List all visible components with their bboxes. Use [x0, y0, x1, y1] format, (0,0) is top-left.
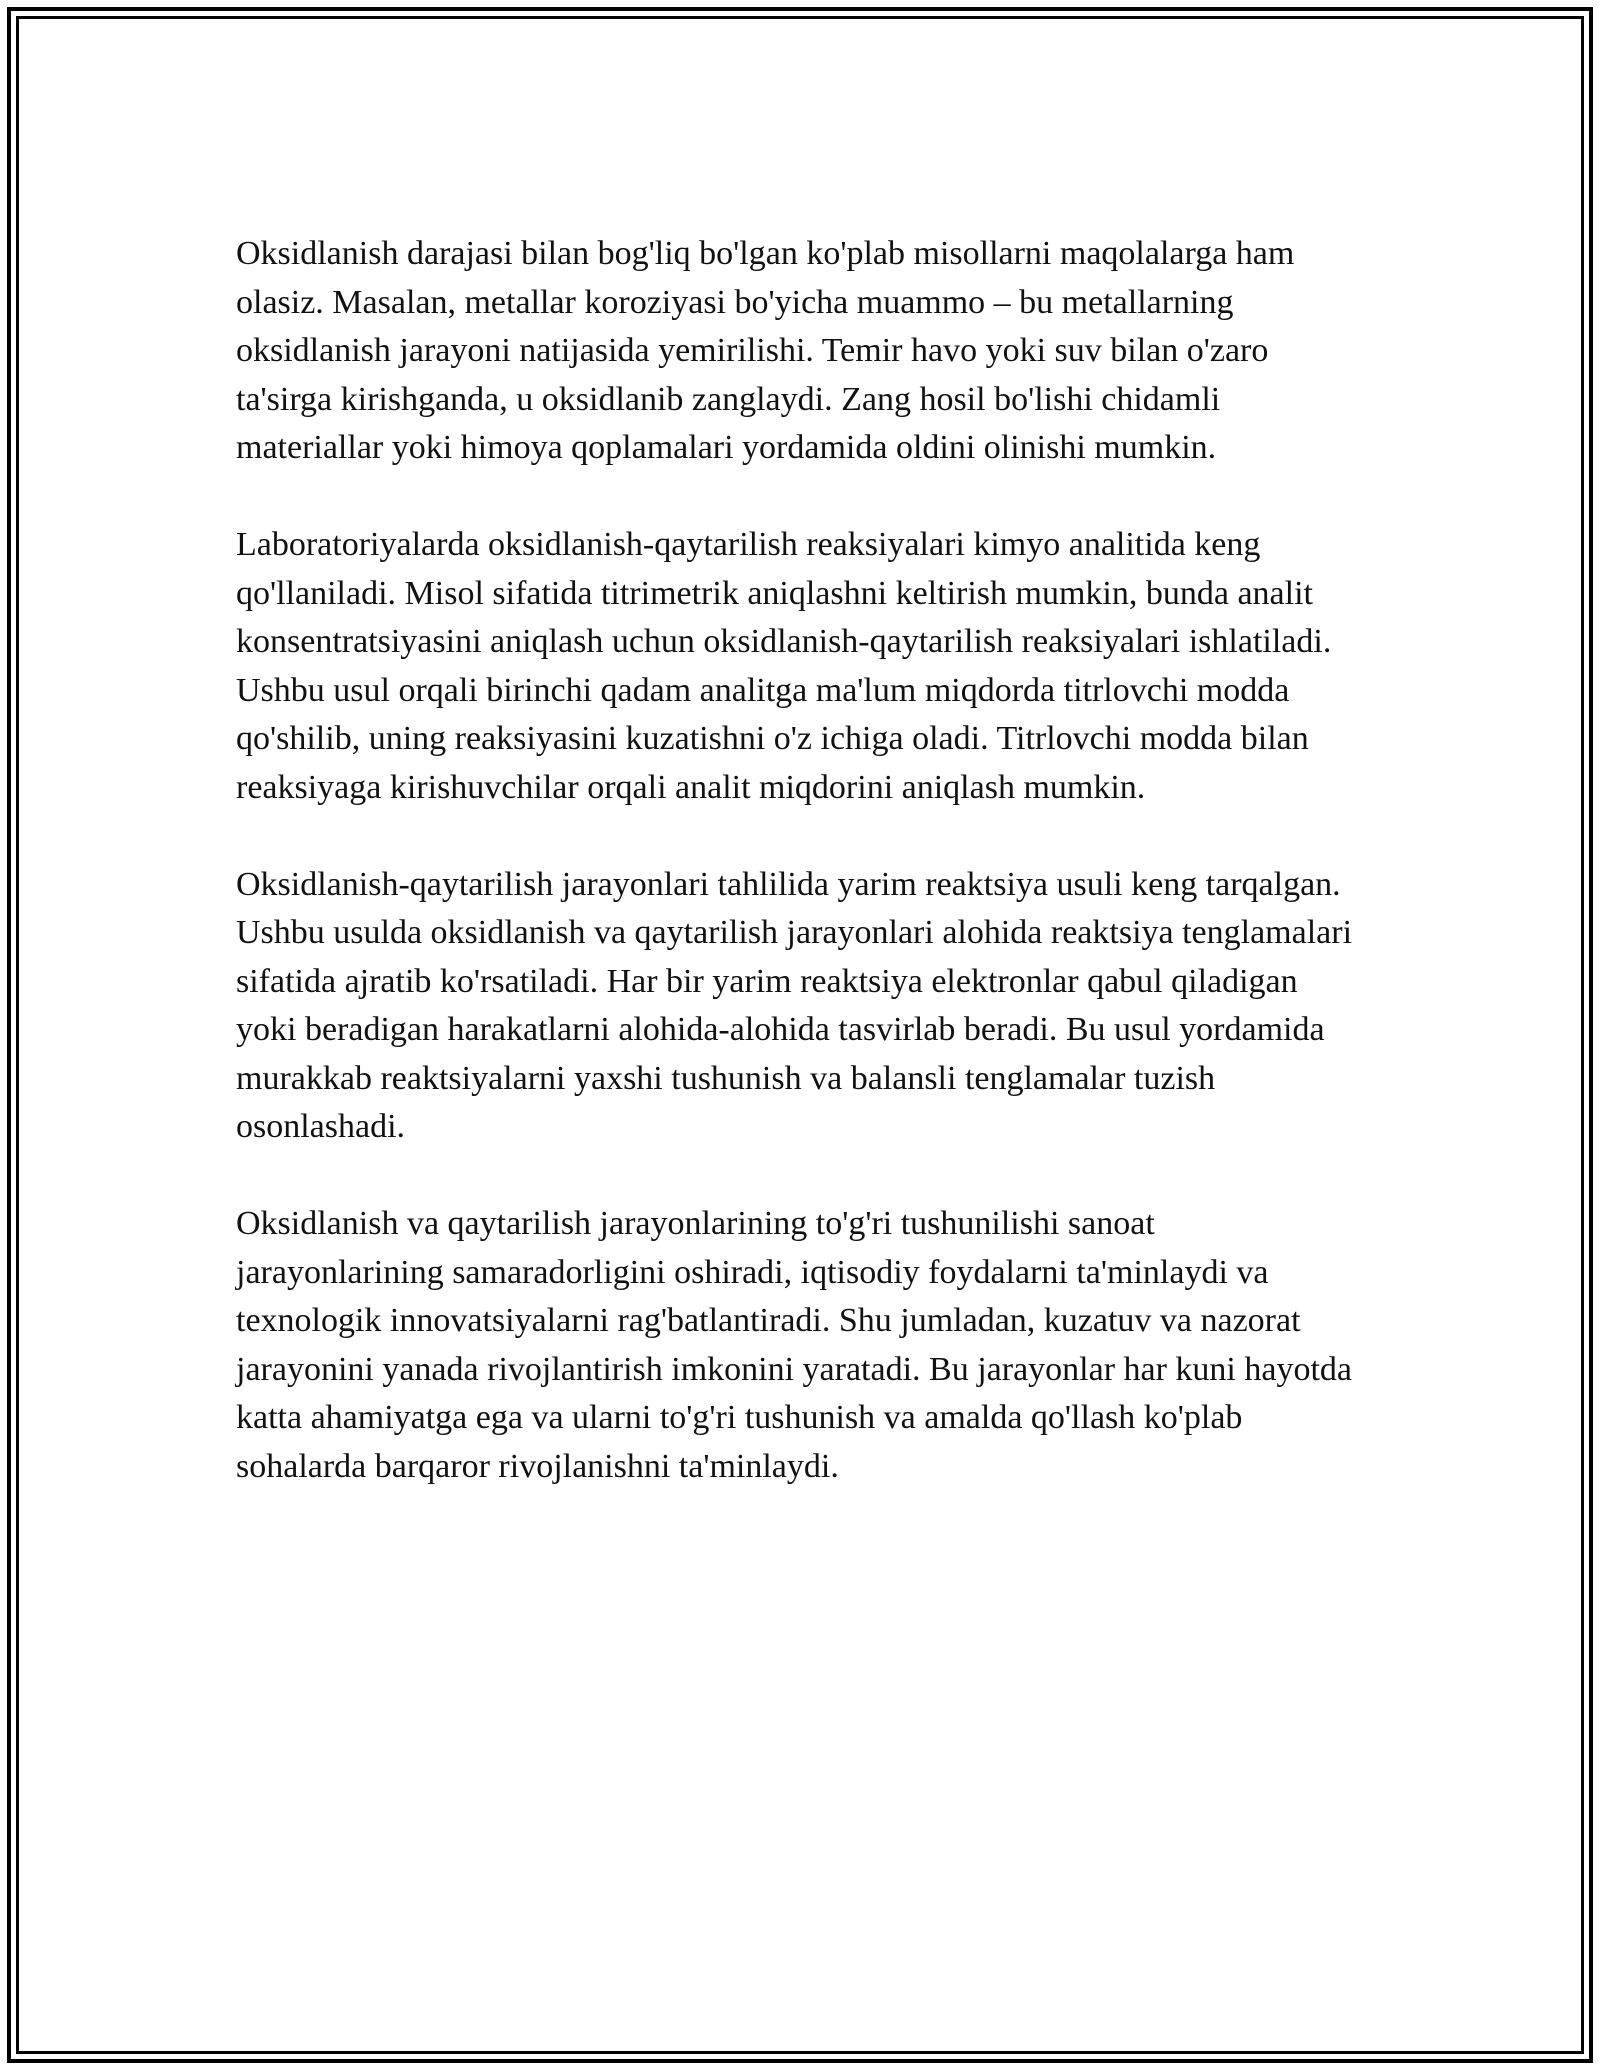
paragraph-half-reaction-method: Oksidlanish-qaytarilish jarayonlari tahlilida yarim reaktsiya usuli keng tarqalgan. Ushbu usulda oksidlanish va qaytarilish jarayonlari alohida reaktsiya tenglamalari sifatida ajratib ko'rsatiladi. Har bir yarim reaktsiya elektronlar qabul qiladigan yoki beradigan harakatlarni alohida-alohida tasvirlab beradi. Bu usul yordamida murakkab reaktsiyalarni yaxshi tushunish va balansli tenglamalar tuzish osonlashadi. — [236, 865, 1353, 1145]
paragraph-industrial-importance: Oksidlanish va qaytarilish jarayonlarining to'g'ri tushunilishi sanoat jarayonlarining samaradorligini oshiradi, iqtisodiy foydalarni ta'minlaydi va texnologik innovatsiyalarni rag'batlantiradi. Shu jumladan, kuzatuv va nazorat jarayonini yanada rivojlantirish imkonini yaratadi. Bu jarayonlar har kuni hayotda katta ahamiyatga ega va ularni to'g'ri tushunish va amalda qo'llash ko'plab sohalarda barqaror rivojlanishni ta'minlaydi. — [236, 1205, 1353, 1485]
paragraph-laboratory-titration: Laboratoriyalarda oksidlanish-qaytarilish reaksiyalari kimyo analitida keng qo'llaniladi. Misol sifatida titrimetrik aniqlashni keltirish mumkin, bunda analit konsentratsiyasini aniqlash uchun oksidlanish-qaytarilish reaksiyalari ishlatiladi. Ushbu usul orqali birinchi qadam analitga ma'lum miqdorda titrlovchi modda qo'shilib, uning reaksiyasini kuzatishni o'z ichiga oladi. Titrlovchi modda bilan reaksiyaga kirishuvchilar orqali analit miqdorini aniqlash mumkin. — [236, 526, 1332, 806]
document-body — [236, 230, 1366, 1540]
paragraph-corrosion: Oksidlanish darajasi bilan bog'liq bo'lgan ko'plab misollarni maqolalarga ham olasiz. Masalan, metallar koroziyasi bo'yicha muammo – bu metallarning oksidlanish jarayoni natijasida yemirilishi. Temir havo yoki suv bilan o'zaro ta'sirga kirishganda, u oksidlanib zanglaydi. Zang hosil bo'lishi chidamli materiallar yoki himoya qoplamalari yordamida oldini olinishi mumkin. — [236, 235, 1295, 466]
